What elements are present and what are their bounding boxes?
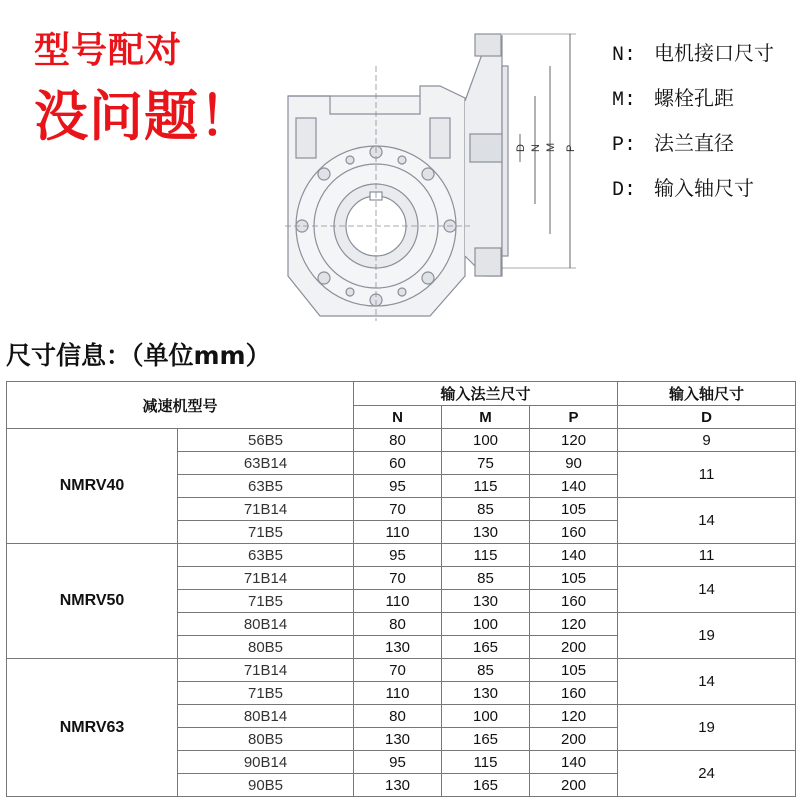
p-cell: 120 (530, 613, 618, 636)
p-cell: 105 (530, 498, 618, 521)
gearbox-drawing (280, 26, 590, 324)
flange-cell: 71B14 (178, 498, 354, 521)
legend-text: 输入轴尺寸 (654, 176, 754, 200)
n-cell: 60 (354, 452, 442, 475)
n-cell: 110 (354, 521, 442, 544)
m-cell: 85 (442, 498, 530, 521)
p-cell: 90 (530, 452, 618, 475)
d-cell: 11 (618, 544, 796, 567)
p-cell: 200 (530, 636, 618, 659)
m-cell: 165 (442, 636, 530, 659)
m-cell: 130 (442, 590, 530, 613)
m-cell: 130 (442, 521, 530, 544)
legend-key: N: (612, 44, 637, 67)
n-cell: 80 (354, 705, 442, 728)
model-cell: NMRV63 (7, 659, 178, 797)
legend-text: 电机接口尺寸 (654, 41, 774, 65)
p-cell: 105 (530, 567, 618, 590)
flange-cell: 90B14 (178, 751, 354, 774)
legend-key: M: (612, 89, 637, 112)
n-cell: 110 (354, 682, 442, 705)
dim-label-n: N (530, 144, 542, 152)
model-cell: NMRV40 (7, 429, 178, 544)
p-cell: 120 (530, 705, 618, 728)
d-cell: 14 (618, 567, 796, 613)
d-cell: 14 (618, 498, 796, 544)
flange-cell: 63B14 (178, 452, 354, 475)
n-cell: 70 (354, 567, 442, 590)
flange-cell: 71B14 (178, 567, 354, 590)
flange-cell: 63B5 (178, 475, 354, 498)
flange-cell: 71B5 (178, 521, 354, 544)
flange-cell: 80B5 (178, 636, 354, 659)
promo-line-2: 没问题！ (34, 85, 254, 148)
n-cell: 110 (354, 590, 442, 613)
n-cell: 80 (354, 613, 442, 636)
header-flange: 输入法兰尺寸 (354, 382, 618, 406)
p-cell: 120 (530, 429, 618, 452)
p-cell: 105 (530, 659, 618, 682)
m-cell: 100 (442, 613, 530, 636)
dim-label-m: M (545, 142, 557, 152)
flange-cell: 80B5 (178, 728, 354, 751)
p-cell: 200 (530, 774, 618, 797)
n-cell: 70 (354, 659, 442, 682)
d-cell: 14 (618, 659, 796, 705)
legend-item-m (612, 77, 774, 122)
flange-cell: 80B14 (178, 613, 354, 636)
m-cell: 165 (442, 774, 530, 797)
m-cell: 85 (442, 659, 530, 682)
n-cell: 95 (354, 475, 442, 498)
flange-cell: 56B5 (178, 429, 354, 452)
dim-label-d: D (515, 144, 527, 152)
n-cell: 130 (354, 636, 442, 659)
p-cell: 140 (530, 475, 618, 498)
n-cell: 95 (354, 544, 442, 567)
header-m: M (442, 406, 530, 429)
dimension-legend (612, 32, 774, 212)
m-cell: 130 (442, 682, 530, 705)
legend-key: P: (612, 134, 637, 157)
flange-cell: 80B14 (178, 705, 354, 728)
flange-cell: 71B14 (178, 659, 354, 682)
p-cell: 160 (530, 590, 618, 613)
m-cell: 165 (442, 728, 530, 751)
table-row (7, 429, 796, 452)
flange-cell: 71B5 (178, 590, 354, 613)
section-title: 尺寸信息：（单位mm） (6, 341, 271, 370)
p-cell: 160 (530, 682, 618, 705)
d-cell: 19 (618, 613, 796, 659)
table-row (7, 544, 796, 567)
m-cell: 100 (442, 429, 530, 452)
legend-text: 螺栓孔距 (654, 86, 734, 110)
flange-cell: 71B5 (178, 682, 354, 705)
m-cell: 115 (442, 544, 530, 567)
n-cell: 70 (354, 498, 442, 521)
header-model: 减速机型号 (7, 382, 354, 429)
m-cell: 100 (442, 705, 530, 728)
header-n: N (354, 406, 442, 429)
flange-cell: 63B5 (178, 544, 354, 567)
m-cell: 85 (442, 567, 530, 590)
legend-item-n (612, 32, 774, 77)
promo-line-1: 型号配对 (34, 30, 183, 71)
n-cell: 95 (354, 751, 442, 774)
d-cell: 9 (618, 429, 796, 452)
n-cell: 130 (354, 728, 442, 751)
header-p: P (530, 406, 618, 429)
p-cell: 140 (530, 751, 618, 774)
legend-text: 法兰直径 (654, 131, 734, 155)
legend-item-d (612, 167, 774, 212)
dimension-table (6, 381, 796, 797)
n-cell: 80 (354, 429, 442, 452)
p-cell: 200 (530, 728, 618, 751)
flange-cell: 90B5 (178, 774, 354, 797)
p-cell: 140 (530, 544, 618, 567)
legend-key: D: (612, 179, 637, 202)
header-d: D (618, 406, 796, 429)
m-cell: 115 (442, 475, 530, 498)
m-cell: 75 (442, 452, 530, 475)
table-row (7, 659, 796, 682)
header-shaft: 输入轴尺寸 (618, 382, 796, 406)
d-cell: 11 (618, 452, 796, 498)
m-cell: 115 (442, 751, 530, 774)
d-cell: 19 (618, 705, 796, 751)
p-cell: 160 (530, 521, 618, 544)
table-body (7, 429, 796, 797)
model-cell: NMRV50 (7, 544, 178, 659)
n-cell: 130 (354, 774, 442, 797)
d-cell: 24 (618, 751, 796, 797)
legend-item-p (612, 122, 774, 167)
dim-label-p: P (565, 144, 577, 152)
